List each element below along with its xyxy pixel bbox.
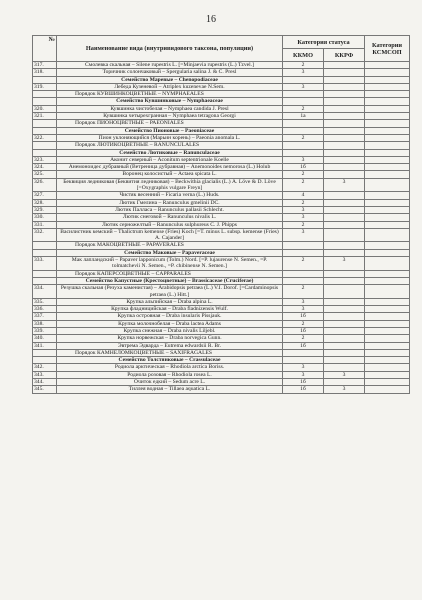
family-row: [33, 357, 410, 364]
row-ksmsop: [365, 277, 410, 284]
row-kkmo: 3: [283, 306, 324, 313]
table-row: [33, 192, 410, 199]
row-ksmsop: [365, 62, 410, 69]
row-kkmo: 3: [283, 156, 324, 163]
row-number: 318.: [33, 69, 57, 76]
row-name: Порядок ПИОНОЦВЕТНЫЕ – PAEONIALES: [57, 120, 283, 127]
row-number: 345.: [33, 386, 57, 393]
row-name: Крупка снежная – Draba nivalis Liljebl.: [57, 327, 283, 334]
row-kkmo: [283, 76, 324, 83]
row-number: 331.: [33, 221, 57, 228]
row-number: 319.: [33, 83, 57, 90]
row-name: Порядок КАПЕРСОЦВЕТНЫЕ – CAPPARALES: [57, 270, 283, 277]
order-row: [33, 242, 410, 249]
row-number: 326.: [33, 178, 57, 192]
row-name: Семейство Капустные (Крестоцветные) – Brassicaceae (Cruciferae): [57, 277, 283, 284]
row-kkrf: [324, 156, 365, 163]
row-name: Лебеда Кузеневой – Atriplex kuzenevae N.Sem.: [57, 83, 283, 90]
header-status: Категория статуса: [283, 36, 365, 49]
row-kkrf: [324, 335, 365, 342]
row-kkrf: [324, 277, 365, 284]
row-number: 336.: [33, 306, 57, 313]
row-kkmo: 3: [283, 371, 324, 378]
order-row: [33, 142, 410, 149]
row-kkmo: 2: [283, 134, 324, 141]
row-name: Крупка норвежская – Draba norvegica Gunn.: [57, 335, 283, 342]
row-name: Лютик серножелтый – Ranunculus sulphureus C. J. Phipps: [57, 221, 283, 228]
family-row: [33, 277, 410, 284]
row-number: 340.: [33, 335, 57, 342]
row-kkmo: 1б: [283, 164, 324, 171]
species-table: [32, 35, 410, 394]
row-number: 337.: [33, 313, 57, 320]
row-kkmo: 2: [283, 62, 324, 69]
row-kkmo: [283, 149, 324, 156]
row-name: Родиола розовая – Rhodiola rosea L.: [57, 371, 283, 378]
row-kkmo: 1б: [283, 342, 324, 349]
row-kkmo: 2: [283, 285, 324, 299]
row-kkmo: [283, 127, 324, 134]
table-row: [33, 379, 410, 386]
row-kkrf: [324, 98, 365, 105]
row-kkmo: [283, 249, 324, 256]
row-kkrf: [324, 113, 365, 120]
row-name: Крупка молочнобелая – Draba lactea Adams: [57, 320, 283, 327]
table-row: [33, 164, 410, 171]
row-kkmo: 2: [283, 178, 324, 192]
row-number: [33, 277, 57, 284]
row-kkmo: [283, 91, 324, 98]
row-kkmo: 2: [283, 221, 324, 228]
row-kkrf: [324, 221, 365, 228]
row-number: 332.: [33, 228, 57, 242]
row-ksmsop: [365, 298, 410, 305]
header-num: №: [33, 36, 57, 62]
row-kkmo: [283, 357, 324, 364]
row-kkmo: 2: [283, 171, 324, 178]
row-name: Эвтрема Эдварда – Eutrema edwardsii R. Br.: [57, 342, 283, 349]
row-kkrf: [324, 76, 365, 83]
row-kkrf: [324, 142, 365, 149]
row-kkrf: [324, 327, 365, 334]
row-ksmsop: [365, 335, 410, 342]
row-ksmsop: [365, 327, 410, 334]
row-name: Торичник солончаковый – Spergularia salina J. & C. Presl: [57, 69, 283, 76]
row-number: 344.: [33, 379, 57, 386]
row-name: Порядок КУВШИНКОЦВЕТНЫЕ – NYMPHAEALES: [57, 91, 283, 98]
table-row: [33, 371, 410, 378]
row-name: Семейство Толстянковые – Crassulaceae: [57, 357, 283, 364]
row-number: [33, 98, 57, 105]
row-number: 339.: [33, 327, 57, 334]
table-row: [33, 313, 410, 320]
row-name: Лютик Палласа – Ranunculus pallasii Schlecht.: [57, 206, 283, 213]
row-name: Семейство Пионовые – Paeoniaceae: [57, 127, 283, 134]
table-row: [33, 257, 410, 271]
row-ksmsop: [365, 371, 410, 378]
row-kkmo: 1б: [283, 379, 324, 386]
table-row: [33, 69, 410, 76]
row-kkrf: 3: [324, 371, 365, 378]
header-name: Наименование вида (внутривидового таксона, популяции): [57, 36, 283, 62]
row-kkmo: 2: [283, 320, 324, 327]
row-kkmo: 1б: [283, 313, 324, 320]
row-kkrf: [324, 285, 365, 299]
header-kkrf: ККРФ: [324, 49, 365, 62]
row-name: Крупка островная – Draba insularis Pissjauk.: [57, 313, 283, 320]
table-row: [33, 134, 410, 141]
row-name: Семейство Маковые – Papaveraceae: [57, 249, 283, 256]
family-row: [33, 149, 410, 156]
row-kkmo: 3: [283, 228, 324, 242]
row-kkrf: [324, 270, 365, 277]
row-number: 328.: [33, 199, 57, 206]
row-kkrf: [324, 357, 365, 364]
row-kkmo: 2: [283, 199, 324, 206]
row-name: Пион уклоняющийся (Марьин корень) – Paeonia anomala L.: [57, 134, 283, 141]
row-number: 323.: [33, 156, 57, 163]
table-row: [33, 320, 410, 327]
row-ksmsop: [365, 214, 410, 221]
row-ksmsop: [365, 199, 410, 206]
row-kkrf: 3: [324, 178, 365, 192]
row-ksmsop: [365, 306, 410, 313]
row-ksmsop: [365, 120, 410, 127]
row-name: Крупка фладницийская – Draba fladnizensis Wulf.: [57, 306, 283, 313]
row-ksmsop: [365, 69, 410, 76]
table-row: [33, 228, 410, 242]
row-name: Порядок МАКОЦВЕТНЫЕ – PAPAVERALES: [57, 242, 283, 249]
row-kkmo: 3: [283, 214, 324, 221]
row-kkmo: 2: [283, 257, 324, 271]
row-name: Семейство Кувшинковые – Nymphaeaceae: [57, 98, 283, 105]
table-row: [33, 62, 410, 69]
row-name: Семейство Лютиковые – Ranunculaceae: [57, 149, 283, 156]
row-number: [33, 91, 57, 98]
row-number: 317.: [33, 62, 57, 69]
row-number: [33, 149, 57, 156]
table-row: [33, 342, 410, 349]
family-row: [33, 98, 410, 105]
row-number: [33, 249, 57, 256]
row-kkmo: [283, 142, 324, 149]
row-ksmsop: [365, 142, 410, 149]
table-row: [33, 335, 410, 342]
row-kkmo: 3: [283, 206, 324, 213]
table-row: [33, 285, 410, 299]
row-ksmsop: [365, 83, 410, 90]
row-kkmo: [283, 270, 324, 277]
header-kkmo: ККМО: [283, 49, 324, 62]
table-row: [33, 113, 410, 120]
table-row: [33, 214, 410, 221]
row-ksmsop: [365, 313, 410, 320]
row-ksmsop: [365, 192, 410, 199]
family-row: [33, 249, 410, 256]
row-kkmo: 1a: [283, 113, 324, 120]
table-row: [33, 171, 410, 178]
row-kkrf: [324, 134, 365, 141]
table-row: [33, 364, 410, 371]
row-number: 338.: [33, 320, 57, 327]
row-kkmo: 3: [283, 364, 324, 371]
row-kkrf: [324, 379, 365, 386]
row-ksmsop: [365, 171, 410, 178]
row-name: Крупка альпийская – Draba alpina L.: [57, 298, 283, 305]
row-name: Лютик Гмелина – Ranunculus gmelinii DC.: [57, 199, 283, 206]
row-ksmsop: [365, 285, 410, 299]
row-ksmsop: [365, 249, 410, 256]
row-ksmsop: [365, 320, 410, 327]
row-ksmsop: [365, 156, 410, 163]
order-row: [33, 91, 410, 98]
row-name: Порядок КАМНЕЛОМКОЦВЕТНЫЕ – SAXIFRAGALES: [57, 349, 283, 356]
row-number: 327.: [33, 192, 57, 199]
row-number: [33, 142, 57, 149]
row-kkrf: [324, 214, 365, 221]
row-number: 329.: [33, 206, 57, 213]
row-name: Очиток едкий – Sedum acre L.: [57, 379, 283, 386]
row-name: Семейство Маревые – Chenopodiaceae: [57, 76, 283, 83]
row-ksmsop: [365, 105, 410, 112]
row-ksmsop: [365, 257, 410, 271]
row-ksmsop: [365, 221, 410, 228]
row-ksmsop: [365, 98, 410, 105]
row-kkmo: [283, 349, 324, 356]
row-name: Тиллея водная – Tillaea aquatica L.: [57, 386, 283, 393]
row-ksmsop: [365, 349, 410, 356]
row-ksmsop: [365, 127, 410, 134]
order-row: [33, 120, 410, 127]
row-kkrf: [324, 242, 365, 249]
row-kkrf: [324, 298, 365, 305]
row-kkrf: [324, 228, 365, 242]
row-ksmsop: [365, 364, 410, 371]
row-number: 330.: [33, 214, 57, 221]
page-number: 16: [206, 14, 216, 25]
row-kkrf: [324, 206, 365, 213]
row-number: 320.: [33, 105, 57, 112]
row-kkrf: 3: [324, 257, 365, 271]
row-number: [33, 242, 57, 249]
row-name: Беквиция ледниковая (Беквития ледниковая) – Beckwithia glacialis (L.) Á. Löve & D. Löve [=Oxygraphis vulgare Freyn]: [57, 178, 283, 192]
row-kkrf: [324, 199, 365, 206]
table-row: [33, 105, 410, 112]
row-kkmo: 2: [283, 335, 324, 342]
row-kkrf: [324, 342, 365, 349]
row-name: Резушка скальная (Резуха каменистая) – Arabidopsis petraea (L.) V.I. Dorof. [=Cardaminopsis petraea (L.) Hitt.]: [57, 285, 283, 299]
row-number: 325.: [33, 171, 57, 178]
row-name: Порядок ЛЮТИКОЦВЕТНЫЕ – RANUNCULALES: [57, 142, 283, 149]
row-number: 341.: [33, 342, 57, 349]
row-kkrf: [324, 171, 365, 178]
row-kkrf: [324, 105, 365, 112]
row-number: [33, 357, 57, 364]
row-name: Кувшинка чистобелая – Nymphaea candida J. Presl: [57, 105, 283, 112]
row-number: 324.: [33, 164, 57, 171]
table-row: [33, 386, 410, 393]
row-ksmsop: [365, 149, 410, 156]
table-row: [33, 199, 410, 206]
row-kkrf: [324, 62, 365, 69]
row-ksmsop: [365, 76, 410, 83]
row-number: [33, 270, 57, 277]
row-ksmsop: [365, 134, 410, 141]
row-kkrf: [324, 164, 365, 171]
row-kkmo: 2: [283, 105, 324, 112]
row-name: Смолевка скальная – Silene rupestris L. [=Minjaevia rupestris (L.) Tzvel.]: [57, 62, 283, 69]
row-number: 334.: [33, 285, 57, 299]
row-kkrf: [324, 249, 365, 256]
table-row: [33, 298, 410, 305]
row-kkrf: [324, 349, 365, 356]
row-kkmo: [283, 277, 324, 284]
row-name: Анемоноидес дубравный (Ветреница дубравная) – Anemonoides nemorosa (L.) Holub: [57, 164, 283, 171]
row-number: [33, 120, 57, 127]
row-ksmsop: [365, 178, 410, 192]
row-number: 342.: [33, 364, 57, 371]
family-row: [33, 127, 410, 134]
row-kkmo: [283, 98, 324, 105]
row-kkrf: [324, 91, 365, 98]
row-name: Мак лапландский – Papaver lapponicum (Tolm.) Nord. [=P. lujaurense N. Semen., =P. tolmatchevii N. Semen., =P. chibinense N. Semen.]: [57, 257, 283, 271]
row-ksmsop: [365, 206, 410, 213]
row-kkrf: [324, 306, 365, 313]
row-name: Кувшинка четырехгранная – Nymphaea tetragona Georgi: [57, 113, 283, 120]
row-number: 343.: [33, 371, 57, 378]
row-kkmo: 3: [283, 298, 324, 305]
row-kkmo: [283, 120, 324, 127]
row-ksmsop: [365, 342, 410, 349]
row-kkrf: [324, 127, 365, 134]
row-kkmo: 3: [283, 69, 324, 76]
row-ksmsop: [365, 270, 410, 277]
table-row: [33, 221, 410, 228]
row-ksmsop: [365, 386, 410, 393]
row-number: [33, 76, 57, 83]
order-row: [33, 349, 410, 356]
family-row: [33, 76, 410, 83]
row-kkmo: [283, 242, 324, 249]
row-name: Воронец колосистый – Actaea spicata L.: [57, 171, 283, 178]
table-row: [33, 178, 410, 192]
table-row: [33, 327, 410, 334]
row-kkmo: 1б: [283, 327, 324, 334]
row-number: 335.: [33, 298, 57, 305]
row-kkmo: 3: [283, 83, 324, 90]
row-ksmsop: [365, 91, 410, 98]
row-kkrf: 3: [324, 386, 365, 393]
row-name: Василистник кемский – Thalictrum kemense (Fries) Koch [=T. minus L. subsp. kemense (Fries) A. Cajander]: [57, 228, 283, 242]
table-row: [33, 156, 410, 163]
row-number: 333.: [33, 257, 57, 271]
row-name: Родиола арктическая – Rhodiola arctica Boriss.: [57, 364, 283, 371]
row-name: Аконит северный – Aconitum septentrionale Koelle: [57, 156, 283, 163]
row-ksmsop: [365, 164, 410, 171]
row-ksmsop: [365, 357, 410, 364]
header-ksmsop: Категории КСМСОП: [365, 36, 410, 62]
row-kkrf: [324, 313, 365, 320]
row-kkrf: [324, 320, 365, 327]
row-ksmsop: [365, 242, 410, 249]
row-ksmsop: [365, 228, 410, 242]
order-row: [33, 270, 410, 277]
row-name: Лютик снеговой – Ranunculus nivalis L.: [57, 214, 283, 221]
row-kkrf: [324, 83, 365, 90]
row-kkrf: [324, 192, 365, 199]
row-number: 322.: [33, 134, 57, 141]
row-name: Чистяк весенний – Ficaria verna (L.) Huds.: [57, 192, 283, 199]
row-kkrf: [324, 120, 365, 127]
table-row: [33, 306, 410, 313]
table-row: [33, 206, 410, 213]
table-body: [33, 62, 410, 394]
row-number: [33, 127, 57, 134]
row-ksmsop: [365, 379, 410, 386]
row-number: 321.: [33, 113, 57, 120]
row-ksmsop: [365, 113, 410, 120]
row-kkmo: 4: [283, 192, 324, 199]
row-number: [33, 349, 57, 356]
row-kkrf: [324, 149, 365, 156]
row-kkrf: [324, 69, 365, 76]
table-row: [33, 83, 410, 90]
row-kkmo: 1б: [283, 386, 324, 393]
row-kkrf: [324, 364, 365, 371]
